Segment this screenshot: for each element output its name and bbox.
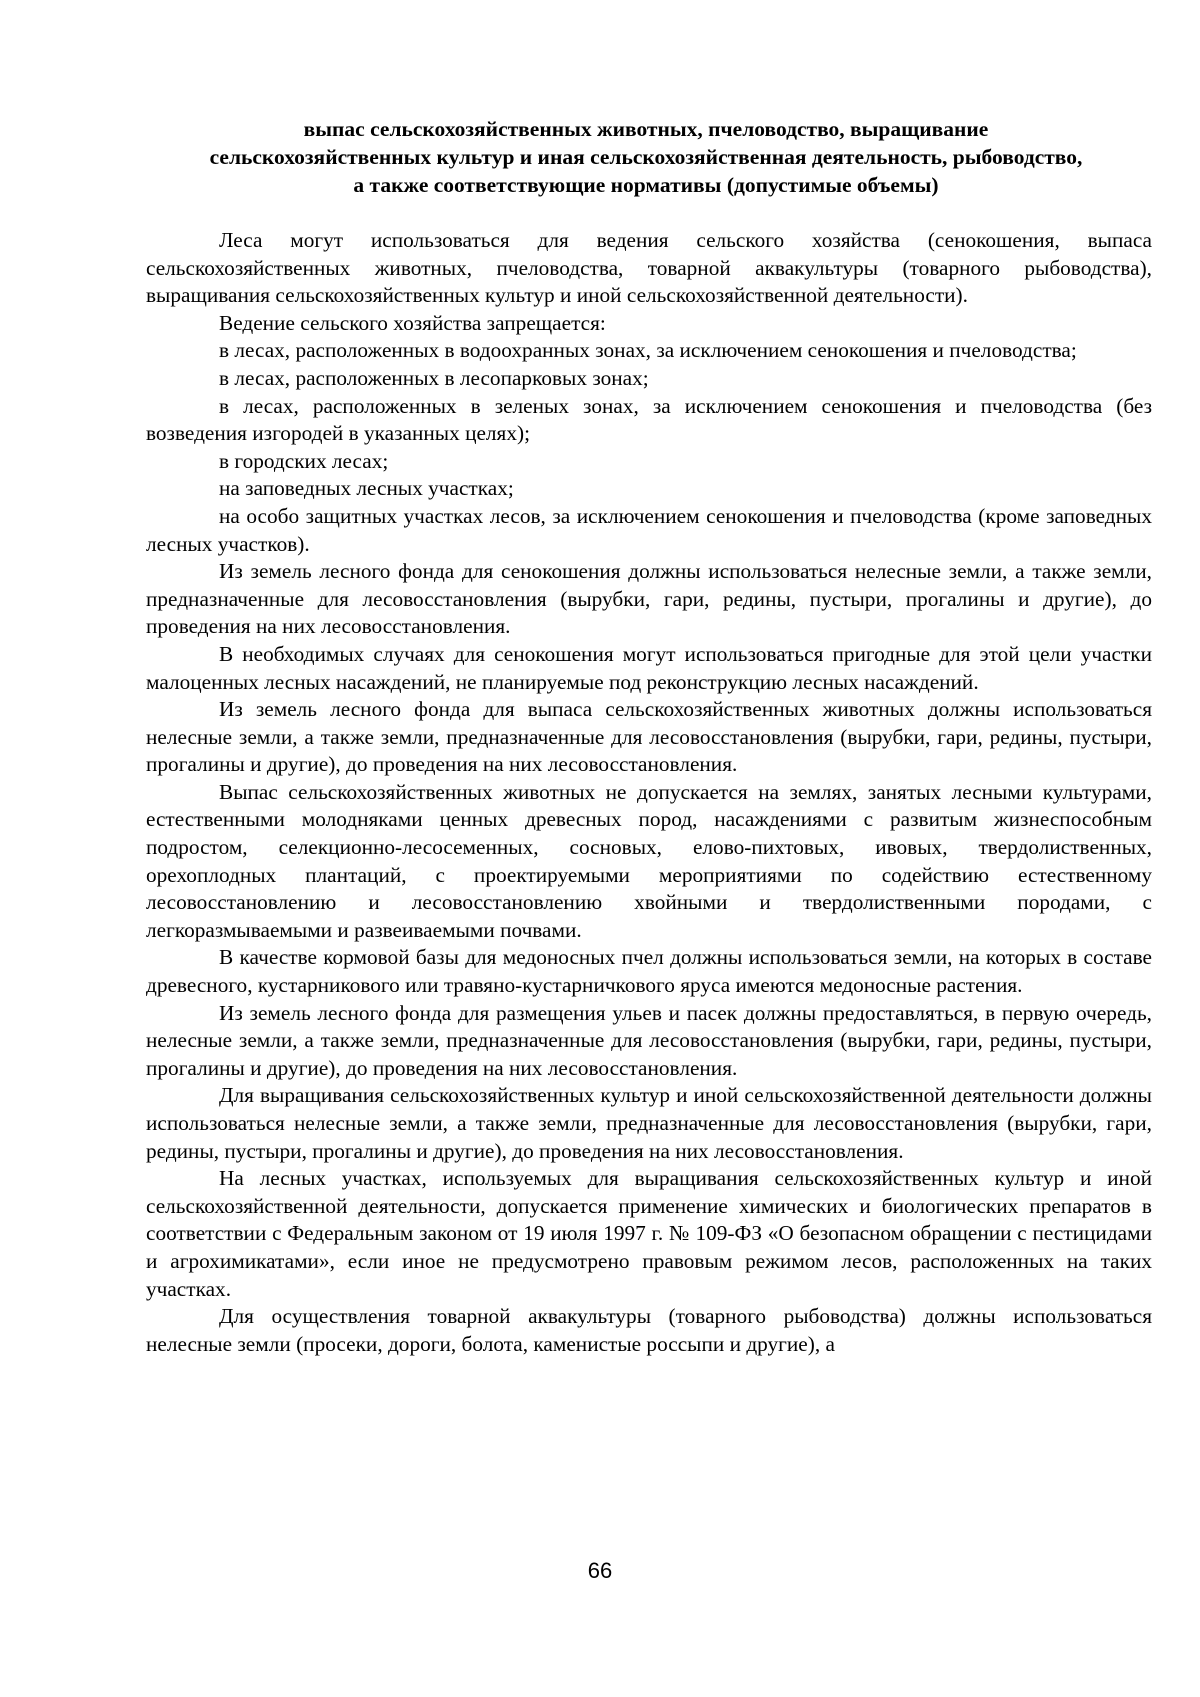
page-number: 66 — [587, 1558, 613, 1583]
paragraph: В необходимых случаях для сенокошения могут использоваться пригодные для этой цели участки малоценных лесных насаждений, не планируемые под реконструкцию лесных насаждений. — [146, 641, 1152, 694]
body-text — [146, 227, 1152, 1358]
section-heading — [140, 115, 1152, 199]
list-item: в лесах, расположенных в зеленых зонах, за исключением сенокошения и пчеловодства (без возведения изгородей в указанных целях); — [146, 393, 1152, 446]
paragraph: В качестве кормовой базы для медоносных пчел должны использоваться земли, на которых в составе древесного, кустарникового или травяно-кустарничкового яруса имеются медоносные растения. — [146, 945, 1152, 998]
list-item: в лесах, расположенных в лесопарковых зонах; — [219, 365, 649, 390]
heading-line-2: сельскохозяйственных культур и иная сельскохозяйственная деятельность, рыбоводство, — [209, 145, 1083, 169]
heading-line-3: а также соответствующие нормативы (допустимые объемы) — [353, 173, 939, 197]
paragraph: Ведение сельского хозяйства запрещается: — [219, 310, 606, 335]
list-item: в городских лесах; — [219, 448, 389, 473]
paragraph: Из земель лесного фонда для сенокошения должны использоваться нелесные земли, а также земли, предназначенные для лесовосстановления (вырубки, гари, редины, пустыри, прогалины и другие), до проведения на них лесовосстановления. — [146, 559, 1152, 639]
paragraph: Для выращивания сельскохозяйственных культур и иной сельскохозяйственной деятельности должны использоваться нелесные земли, а также земли, предназначенные для лесовосстановления (вырубки, гари, редины, пустыри, прогалины и другие), до проведения на них лесовосстановления. — [146, 1083, 1152, 1163]
paragraph: Из земель лесного фонда для размещения ульев и пасек должны предоставляться, в первую очередь, нелесные земли, а также земли, предназначенные для лесовосстановления (вырубки, гари, редины, пустыри, прогалины и другие), до проведения на них лесовосстановления. — [146, 1000, 1152, 1080]
list-item: на заповедных лесных участках; — [219, 476, 514, 501]
paragraph: Леса могут использоваться для ведения сельского хозяйства (сенокошения, выпаса сельскохозяйственных животных, пчеловодства, товарной аквакультуры (товарного рыбоводства), выращивания сельскохозяйственных культур и иной сельскохозяйственной деятельности). — [146, 228, 1152, 308]
paragraph: Из земель лесного фонда для выпаса сельскохозяйственных животных должны использоваться нелесные земли, а также земли, предназначенные для лесовосстановления (вырубки, гари, редины, пустыри, прогалины и другие), до проведения на них лесовосстановления. — [146, 697, 1152, 777]
heading-line-1: выпас сельскохозяйственных животных, пчеловодство, выращивание — [303, 117, 989, 141]
paragraph: Выпас сельскохозяйственных животных не допускается на землях, занятых лесными культурами, естественными молодняками ценных древесных пород, насаждениями с развитым жизнеспособным подростом, селекционно-лесосеменных, сосновых, елово-пихтовых, ивовых, твердолиственных, орехоплодных плантаций, с проектируемыми мероприятиями по содействию естественному лесовосстановлению и лесовосстановлению хвойными и твердолиственными породами, с легкоразмываемыми и развеиваемыми почвами. — [146, 779, 1152, 942]
paragraph: На лесных участках, используемых для выращивания сельскохозяйственных культур и иной сельскохозяйственной деятельности, допускается применение химических и биологических препаратов в соответствии с Федеральным законом от 19 июля 1997 г. № 109-ФЗ «О безопасном обращении с пестицидами и агрохимикатами», если иное не предусмотрено правовым режимом лесов, расположенных на таких участках. — [146, 1166, 1152, 1301]
list-item: в лесах, расположенных в водоохранных зонах, за исключением сенокошения и пчеловодства; — [219, 338, 1077, 363]
paragraph: Для осуществления товарной аквакультуры (товарного рыбоводства) должны использоваться нелесные земли (просеки, дороги, болота, каменистые россыпи и другие), а — [146, 1304, 1152, 1356]
list-item: на особо защитных участках лесов, за исключением сенокошения и пчеловодства (кроме заповедных лесных участков). — [146, 503, 1152, 556]
